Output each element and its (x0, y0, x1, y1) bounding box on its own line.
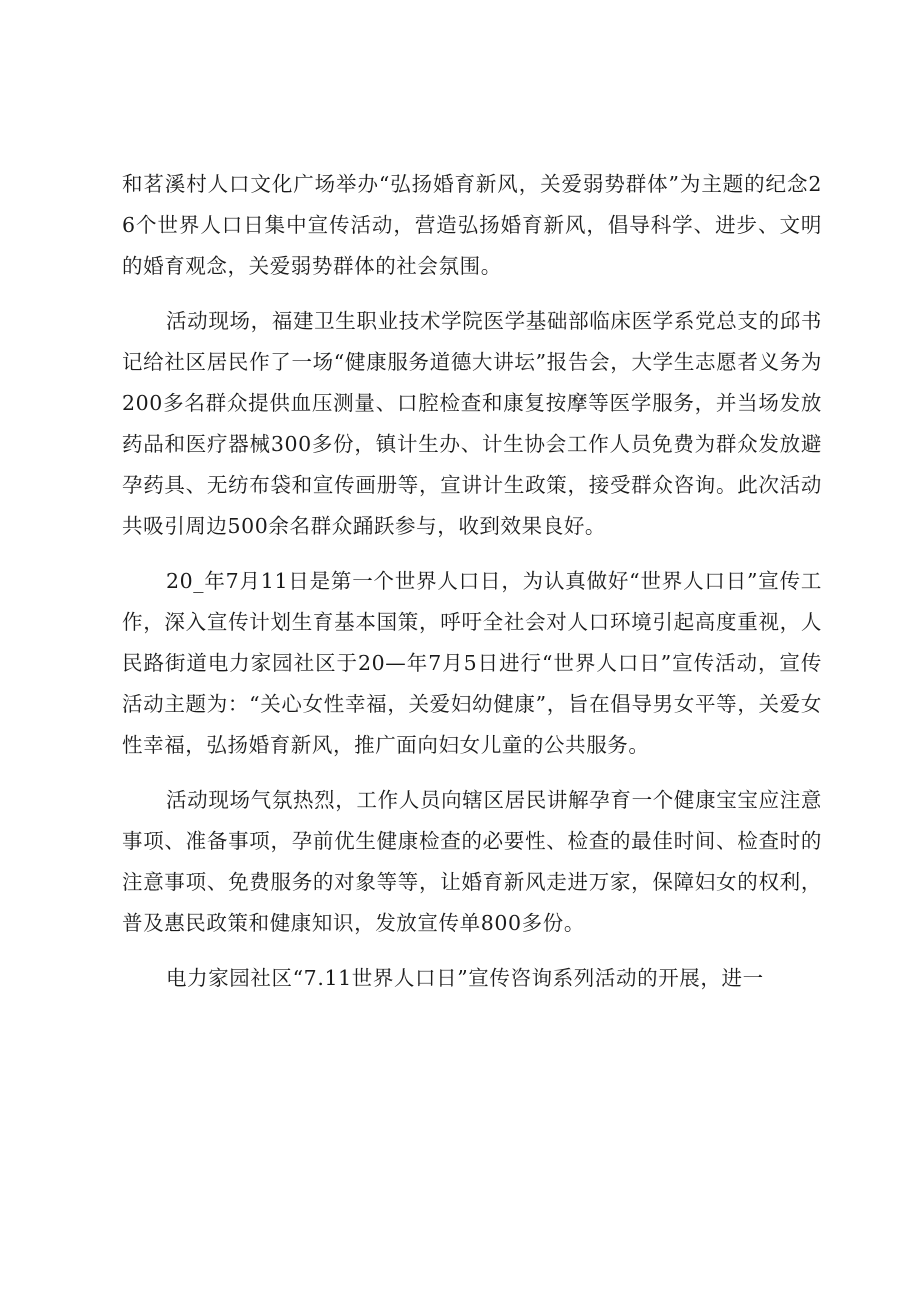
paragraph-1: 和茗溪村人口文化广场举办“弘扬婚育新风，关爱弱势群体”为主题的纪念26个世界人口日集中宣传活动，营造弘扬婚育新风，倡导科学、进步、文明的婚育观念，关爱弱势群体的社会氛围。 (122, 172, 822, 278)
paragraph-5: 电力家园社区“7.11世界人口日”宣传咨询系列活动的开展，进一 (166, 966, 764, 990)
paragraph-4: 活动现场气氛热烈，工作人员向辖区居民讲解孕育一个健康宝宝应注意事项、准备事项，孕前优生健康检查的必要性、检查的最佳时间、检查时的注意事项、免费服务的对象等等，让婚育新风走进万家，保障妇女的权利，普及惠民政策和健康知识，发放宣传单800多份。 (122, 788, 822, 935)
paragraph-2: 活动现场，福建卫生职业技术学院医学基础部临床医学系党总支的邱书记给社区居民作了一场“健康服务道德大讲坛”报告会，大学生志愿者义务为200多名群众提供血压测量、口腔检查和康复按摩等医学服务，并当场发放药品和医疗器械300多份，镇计生办、计生协会工作人员免费为群众发放避孕药具、无纺布袋和宣传画册等，宣讲计生政策，接受群众咨询。此次活动共吸引周边500余名群众踊跃参与，收到效果良好。 (122, 309, 822, 538)
document-body (122, 164, 822, 999)
paragraph-3: 20_年7月11日是第一个世界人口日，为认真做好“世界人口日”宣传工作，深入宣传计划生育基本国策，呼吁全社会对人口环境引起高度重视，人民路街道电力家园社区于20—年7月5日进行“世界人口日”宣传活动，宣传活动主题为：“关心女性幸福，关爱妇幼健康”，旨在倡导男女平等，关爱女性幸福，弘扬婚育新风，推广面向妇女儿童的公共服务。 (122, 569, 822, 757)
